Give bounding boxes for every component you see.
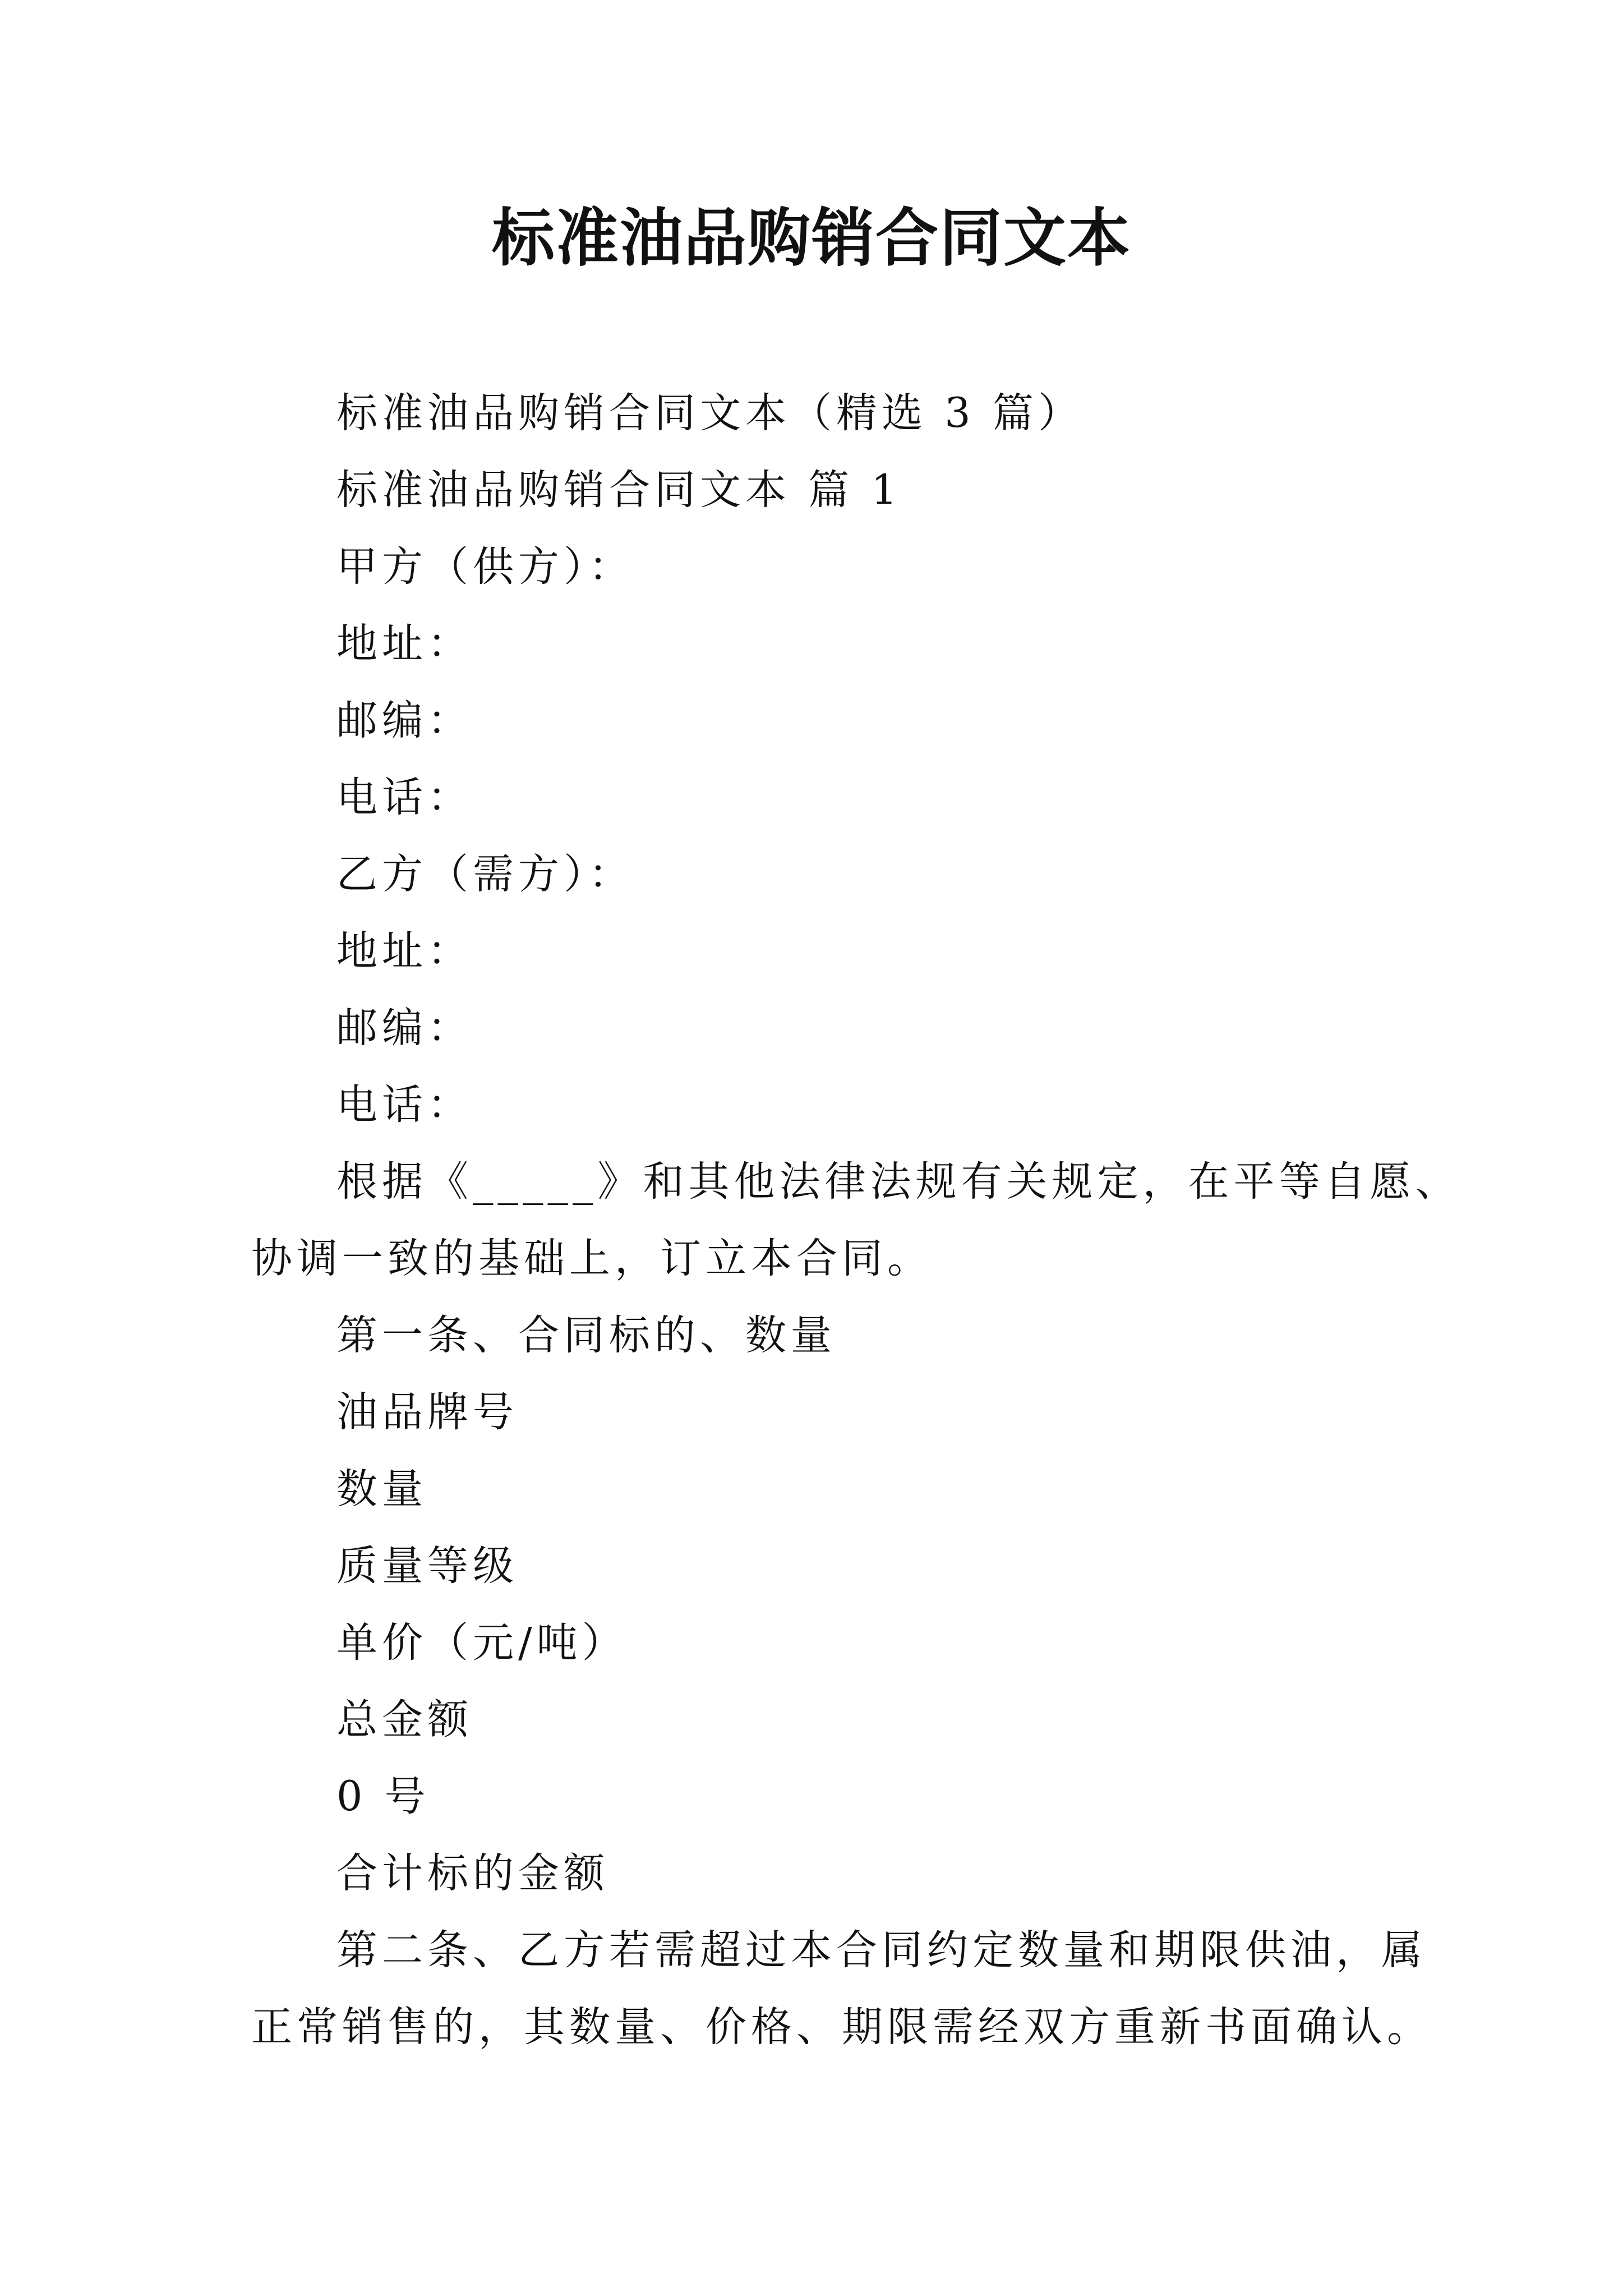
party-a-address: 地址： — [336, 620, 473, 668]
party-a-label: 甲方（供方）： — [336, 543, 634, 591]
party-b-phone: 电话： — [336, 1081, 473, 1129]
item-sum-amount: 合计标的金额 — [336, 1849, 609, 1897]
party-b-label: 乙方（需方）： — [336, 850, 634, 898]
subtitle-line: 标准油品购销合同文本（精选 3 篇） — [336, 389, 1083, 437]
item-total-amount: 总金额 — [336, 1696, 473, 1743]
party-a-postcode: 邮编： — [336, 697, 473, 744]
item-quality-level: 质量等级 — [336, 1542, 518, 1590]
party-b-postcode: 邮编： — [336, 1004, 473, 1052]
basis-paragraph-continuation: 协调一致的基础上，订立本合同。 — [251, 1235, 933, 1282]
item-quantity: 数量 — [336, 1465, 427, 1513]
item-unit-price: 单价（元/吨） — [336, 1619, 628, 1667]
party-a-phone: 电话： — [336, 774, 473, 821]
document-body — [251, 375, 1461, 2065]
article-1-heading: 第一条、合同标的、数量 — [336, 1312, 836, 1359]
basis-suffix: 》和其他法律法规有关规定，在平等自愿、 — [597, 1158, 1461, 1205]
item-oil-grade: 油品牌号 — [336, 1388, 518, 1436]
law-name-blank: _____ — [473, 1158, 598, 1205]
document-title: 标准油品购销合同文本 — [492, 201, 1131, 275]
party-b-address: 地址： — [336, 927, 473, 975]
section-heading: 标准油品购销合同文本 篇 1 — [336, 466, 902, 514]
basis-paragraph — [251, 1143, 1461, 1220]
basis-prefix: 根据《 — [336, 1158, 473, 1205]
article-2-continuation: 正常销售的，其数量、价格、期限需经双方重新书面确认。 — [251, 2003, 1432, 2051]
article-2-paragraph: 第二条、乙方若需超过本合同约定数量和期限供油，属 — [336, 1926, 1427, 1974]
item-zero-grade: 0 号 — [336, 1773, 430, 1820]
